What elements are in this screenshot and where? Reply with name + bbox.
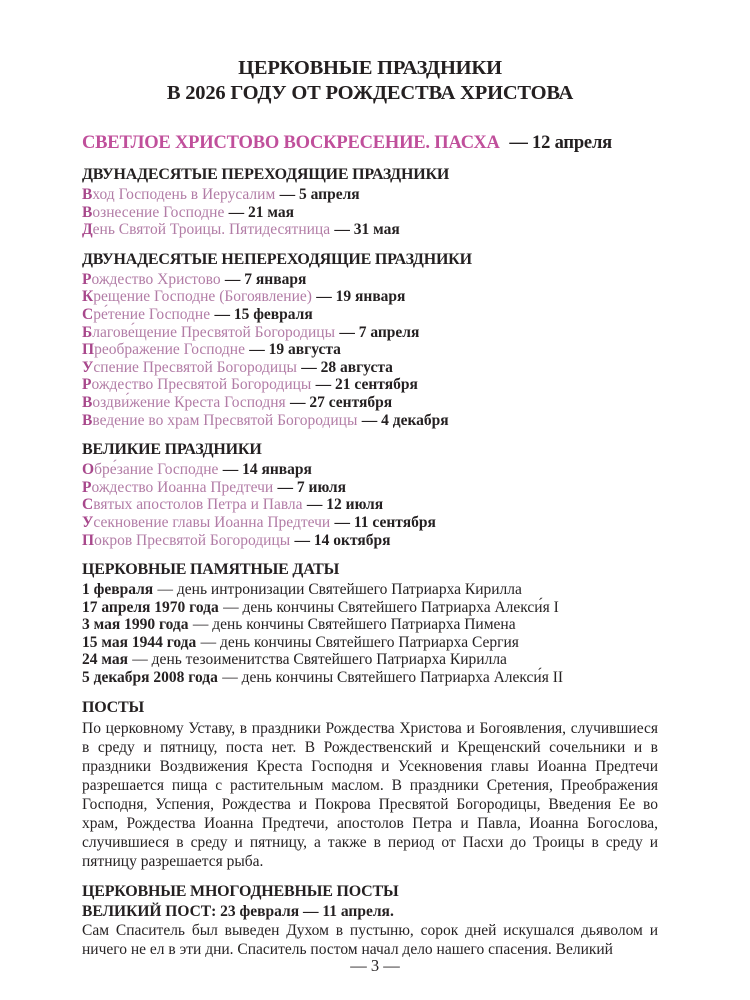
section-fasts: [82, 698, 658, 871]
feast-item: [82, 324, 658, 342]
feast-name: Обре́зание Господне: [82, 461, 219, 479]
feast-item: [82, 532, 658, 550]
great-lent-label: ВЕЛИКИЙ ПОСТ: 23 февраля — 11 апреля.: [82, 902, 394, 920]
section-memorial-dates: [82, 560, 658, 687]
memorial-text: — день кончины Святейшего Патриарха Алекси́я II: [222, 669, 564, 687]
feast-date: — 14 января: [222, 461, 312, 479]
section-moving-feasts: [82, 165, 658, 239]
feast-name: Рождество Христово: [82, 270, 221, 288]
memorial-date: 5 декабря 2008 года: [82, 669, 218, 687]
feast-item: [82, 394, 658, 412]
memorial-text: — день кончины Святейшего Патриарха Сергия: [200, 633, 519, 651]
pascha-heading: [82, 132, 658, 154]
feast-name: Покров Пресвятой Богородицы: [82, 531, 291, 549]
memorial-text: — день тезоименитства Святейшего Патриарха Кирилла: [132, 651, 507, 669]
great-lent-paragraph: Сам Спаситель был выведен Духом в пустыню, сорок дней искушался дьяволом и ничего не ел в эти дни. Спаситель постом начал дело нашего спасения. Великий: [82, 922, 658, 959]
feast-date: — 28 августа: [301, 358, 393, 376]
fasts-paragraph: По церковному Уставу, в праздники Рождества Христова и Богоявления, случившиеся в среду и пятницу, поста нет. В Рождественский и Крещенский сочельники и в праздники Воздвижения Креста Господня и Усекновения главы Иоанна Предтечи разрешается пища с растительным маслом. В праздники Сретения, Преображения Господня, Успения, Рождества и Покрова Пресвятой Богородицы, Введения Ее во храм, Рождества Иоанна Предтечи, апостолов Петра и Павла, Иоанна Богослова, случившиеся в среду и пятницу, а также в период от Пасхи до Троицы в среду и пятницу разрешается рыба.: [82, 719, 658, 870]
feast-item: [82, 514, 658, 532]
feast-name: Воздви́жение Креста Господня: [82, 393, 286, 411]
feast-date: — 5 апреля: [279, 186, 360, 203]
memorial-date: 15 мая 1944 года: [82, 633, 197, 651]
feast-date: — 15 февраля: [214, 305, 313, 323]
feast-item: [82, 288, 658, 306]
feast-item: [82, 306, 658, 324]
memorial-text: — день кончины Святейшего Патриарха Пимена: [192, 616, 516, 634]
feast-name: Усекновение главы Иоанна Предтечи: [82, 513, 331, 531]
memorial-item: [82, 616, 658, 634]
memorial-date: 24 мая: [82, 651, 128, 669]
feast-name: Преображение Господне: [82, 341, 245, 359]
feast-name: Введение во храм Пресвятой Богородицы: [82, 411, 358, 429]
memorial-item: [82, 651, 658, 669]
pascha-label: СВЕТЛОЕ ХРИСТОВО ВОСКРЕСЕНИЕ. ПАСХА: [82, 133, 500, 153]
page-title: [82, 56, 658, 106]
feast-name: Святых апостолов Петра и Павла: [82, 496, 303, 514]
feast-date: — 31 мая: [334, 221, 400, 239]
section-long-fasts: [82, 882, 658, 960]
feast-item: [82, 376, 658, 394]
feast-date: — 19 января: [316, 288, 406, 306]
feast-name: Рождество Пресвятой Богородицы: [82, 376, 312, 394]
feast-date: — 14 октября: [294, 531, 391, 549]
feast-date: — 4 декабря: [361, 411, 449, 429]
page-title-line1: ЦЕРКОВНЫЕ ПРАЗДНИКИ: [238, 57, 502, 79]
section-heading-moving-feasts: ДВУНАДЕСЯТЫЕ ПЕРЕХОДЯЩИЕ ПРАЗДНИКИ: [82, 166, 450, 183]
memorial-item: [82, 581, 658, 599]
feast-name: Вход Господень в Иерусалим: [82, 186, 276, 203]
feast-date: — 7 апреля: [339, 323, 420, 341]
feast-item: [82, 204, 658, 222]
memorial-item: [82, 669, 658, 687]
memorial-item: [82, 634, 658, 652]
feast-date: — 7 января: [224, 270, 307, 288]
feast-item: [82, 359, 658, 377]
page-number: — 3 —: [350, 956, 400, 975]
feast-date: — 19 августа: [249, 341, 341, 359]
feast-date: — 27 сентября: [289, 393, 393, 411]
section-heading-memorial-dates: ЦЕРКОВНЫЕ ПАМЯТНЫЕ ДАТЫ: [82, 561, 340, 579]
feast-date: — 7 июля: [277, 478, 347, 496]
feast-name: Рождество Иоанна Предтечи: [82, 478, 274, 496]
section-great-feasts: [82, 440, 658, 549]
memorial-date: 1 февраля: [82, 581, 154, 599]
memorial-item: [82, 599, 658, 617]
section-heading-fixed-feasts: ДВУНАДЕСЯТЫЕ НЕПЕРЕХОДЯЩИЕ ПРАЗДНИКИ: [82, 250, 472, 268]
feast-item: [82, 186, 658, 204]
section-heading-fasts: ПОСТЫ: [82, 698, 145, 716]
feast-item: [82, 271, 658, 289]
feast-date: — 21 сентября: [315, 376, 418, 394]
memorial-text: — день интронизации Святейшего Патриарха Кирилла: [157, 581, 522, 599]
memorial-date: 17 апреля 1970 года: [82, 598, 219, 616]
feast-name: День Святой Троицы. Пятидесятница: [82, 221, 331, 239]
feast-item: [82, 412, 658, 430]
feast-name: Благове́щение Пресвятой Богородицы: [82, 323, 335, 341]
feast-date: — 21 мая: [228, 203, 295, 221]
feast-item: [82, 479, 658, 497]
section-heading-great-feasts: ВЕЛИКИЕ ПРАЗДНИКИ: [82, 441, 262, 459]
feast-name: Вознесение Господне: [82, 203, 225, 221]
pascha-date: — 12 апреля: [509, 133, 612, 153]
document-page: [82, 0, 658, 1000]
feast-date: — 11 сентября: [334, 513, 436, 531]
feast-item: [82, 461, 658, 479]
feast-name: Успение Пресвятой Богородицы: [82, 358, 297, 376]
section-fixed-feasts: [82, 250, 658, 429]
feast-date: — 12 июля: [306, 496, 384, 514]
memorial-text: — день кончины Святейшего Патриарха Алекси́я I: [223, 598, 559, 616]
feast-item: [82, 341, 658, 359]
feast-name: Крещение Господне (Богоявление): [82, 288, 312, 306]
memorial-date: 3 мая 1990 года: [82, 616, 189, 634]
feast-item: [82, 496, 658, 514]
section-heading-long-fasts: ЦЕРКОВНЫЕ МНОГОДНЕВНЫЕ ПОСТЫ: [82, 882, 399, 900]
feast-name: Сре́тение Господне: [82, 305, 211, 323]
feast-item: [82, 221, 658, 239]
page-title-line2: В 2026 ГОДУ ОТ РОЖДЕСТВА ХРИСТОВА: [166, 82, 574, 104]
